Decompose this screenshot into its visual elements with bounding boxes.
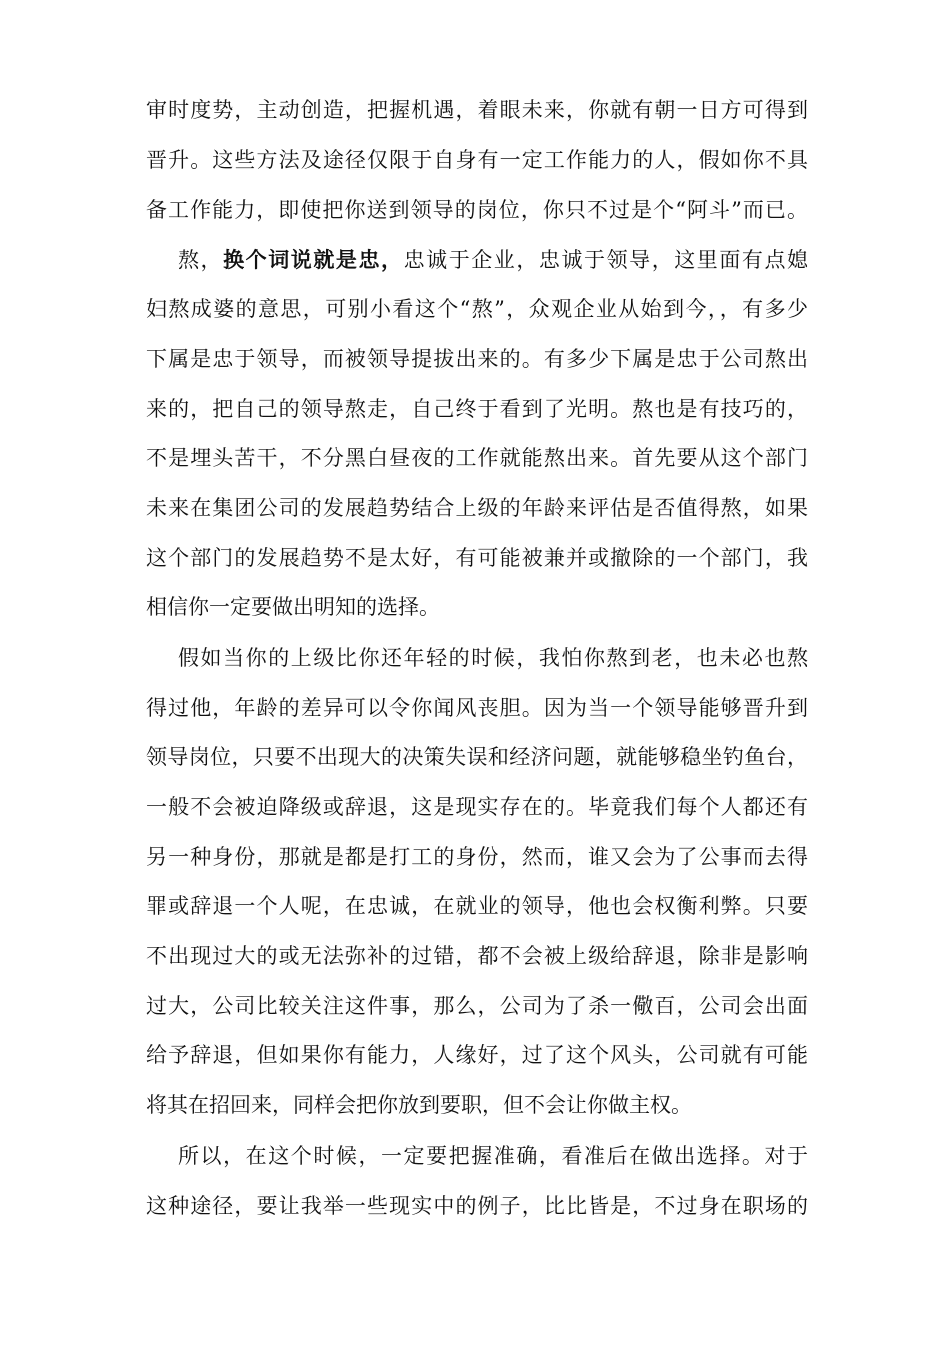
text-line: 另一种身份，那就是都是打工的身份，然而，谁又会为了公事而去得 <box>146 845 808 869</box>
text-line: 相信你一定要做出明知的选择。 <box>146 595 440 619</box>
text-line: 领导岗位，只要不出现大的决策失误和经济问题，就能够稳坐钓鱼台， <box>146 745 808 769</box>
text-line: 将其在招回来，同样会把你放到要职，但不会让你做主权。 <box>146 1093 692 1117</box>
text-line: 罪或辞退一个人呢，在忠诚，在就业的领导，他也会权衡利弊。只要 <box>146 894 808 918</box>
text-line: 不是埋头苦干，不分黑白昼夜的工作就能熬出来。首先要从这个部门 <box>146 446 808 470</box>
paragraph-start-line <box>178 240 808 280</box>
bold-phrase: 换个词说就是忠， <box>223 247 404 272</box>
text-line: 这种途径，要让我举一些现实中的例子，比比皆是，不过身在职场的 <box>146 1194 808 1218</box>
paragraph-start-line: 假如当你的上级比你还年轻的时候，我怕你熬到老，也未必也熬 <box>178 646 808 670</box>
text-line: 未来在集团公司的发展趋势结合上级的年龄来评估是否值得熬，如果 <box>146 496 808 520</box>
text-line: 这个部门的发展趋势不是太好，有可能被兼并或撤除的一个部门，我 <box>146 546 808 570</box>
text-line: 备工作能力，即使把你送到领导的岗位，你只不过是个“阿斗”而已。 <box>146 198 808 222</box>
text-line: 一般不会被迫降级或辞退，这是现实存在的。毕竟我们每个人都还有 <box>146 795 808 819</box>
text-line: 不出现过大的或无法弥补的过错，都不会被上级给辞退，除非是影响 <box>146 944 808 968</box>
text-line: 来的，把自己的领导熬走，自己终于看到了光明。熬也是有技巧的， <box>146 397 808 421</box>
text-line: 给予辞退，但如果你有能力，人缘好，过了这个风头，公司就有可能 <box>146 1043 808 1067</box>
paragraph-lead-word: 熬， <box>178 248 224 272</box>
text-line: 晋升。这些方法及途径仅限于自身有一定工作能力的人，假如你不具 <box>146 148 808 172</box>
text-line: 妇熬成婆的意思，可别小看这个“熬”，众观企业从始到今，，有多少 <box>146 297 808 321</box>
text-line: 得过他，年龄的差异可以令你闻风丧胆。因为当一个领导能够晋升到 <box>146 696 808 720</box>
text-line: 审时度势，主动创造，把握机遇，着眼未来，你就有朝一日方可得到 <box>146 98 808 122</box>
paragraph-start-line: 所以，在这个时候，一定要把握准确，看准后在做出选择。对于 <box>178 1144 808 1168</box>
text-line: 过大，公司比较关注这件事，那么，公司为了杀一儆百，公司会出面 <box>146 994 808 1018</box>
text-line: 下属是忠于领导，而被领导提拔出来的。有多少下属是忠于公司熬出 <box>146 347 808 371</box>
text-fragment: 忠诚于企业，忠诚于领导，这里面有点媳 <box>403 248 809 272</box>
